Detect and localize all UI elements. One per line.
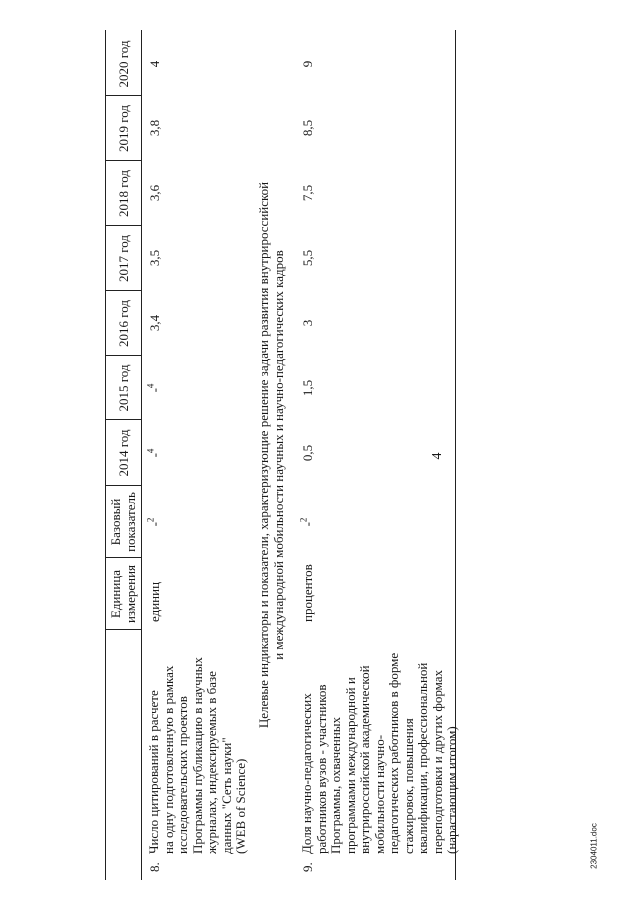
row-8-value-2018: 3,6 bbox=[147, 184, 162, 202]
row-8-value-2015: -$^4$ bbox=[145, 383, 162, 393]
header-year-2017: 2017 год bbox=[115, 235, 131, 282]
row-9-value-2019: 8,5 bbox=[300, 119, 315, 137]
footer-filename: 2304011.doc bbox=[589, 823, 599, 869]
row-8-value-2014: -$^4$ bbox=[145, 448, 162, 458]
row-8-value-2020: 4 bbox=[147, 60, 162, 68]
indicator-table bbox=[70, 30, 530, 880]
row-9-value-2015: 1,5 bbox=[300, 379, 315, 397]
row-8-value-2016: 3,4 bbox=[147, 314, 162, 332]
header-year-2016: 2016 год bbox=[115, 300, 131, 347]
row-8-base-value: -$^2$ bbox=[145, 517, 162, 527]
header-year-2018: 2018 год bbox=[115, 170, 131, 217]
header-year-2020: 2020 год bbox=[115, 40, 131, 88]
page-number: 4 bbox=[430, 452, 445, 460]
row-8-value-2017: 3,5 bbox=[147, 249, 162, 267]
row-9-value-2020: 9 bbox=[300, 60, 315, 68]
row-9-indicator-name: Доля научно-педагогических работников вузов - участников Программы, охваченных программами международной и внутрироссийской академической мобильности научно- педагогических работников в форме стажировок, повышения квалификации, профессиональной переподготовки и других формах (нарастающим итогом) bbox=[299, 652, 459, 854]
row-8-indicator-name: Число цитирований в расчете на одну подготовленную в рамках исследовательских проектов Программы публикацию в научных журналах, индексируемых в базе данных "Сеть науки" (WEB of Science) bbox=[146, 657, 248, 854]
row-9-value-2014: 0,5 bbox=[300, 444, 315, 462]
row-9-value-2016: 3 bbox=[300, 319, 315, 327]
section-title: Целевые индикаторы и показатели, характеризующие решение задачи развития внутрироссийской и международной мобильности научных и научно-педагогических кадров bbox=[256, 181, 286, 729]
header-year-2019: 2019 год bbox=[115, 105, 131, 152]
row-9-number: 9. bbox=[300, 862, 315, 872]
row-8-number: 8. bbox=[147, 862, 162, 872]
row-9-unit: процентов bbox=[300, 564, 315, 622]
header-year-2015: 2015 год bbox=[115, 364, 131, 412]
row-9-base-value: -$^2$ bbox=[298, 517, 315, 527]
header-base: Базовый показатель bbox=[108, 492, 138, 552]
header-year-2014: 2014 год bbox=[115, 429, 131, 477]
row-8-unit: единиц bbox=[147, 581, 162, 622]
header-unit: Единица измерения bbox=[108, 564, 138, 624]
row-9-value-2018: 7,5 bbox=[300, 184, 315, 202]
row-8-value-2019: 3,8 bbox=[147, 119, 162, 137]
header-bottom-rule bbox=[141, 30, 142, 880]
row-9-value-2017: 5,5 bbox=[300, 249, 315, 267]
